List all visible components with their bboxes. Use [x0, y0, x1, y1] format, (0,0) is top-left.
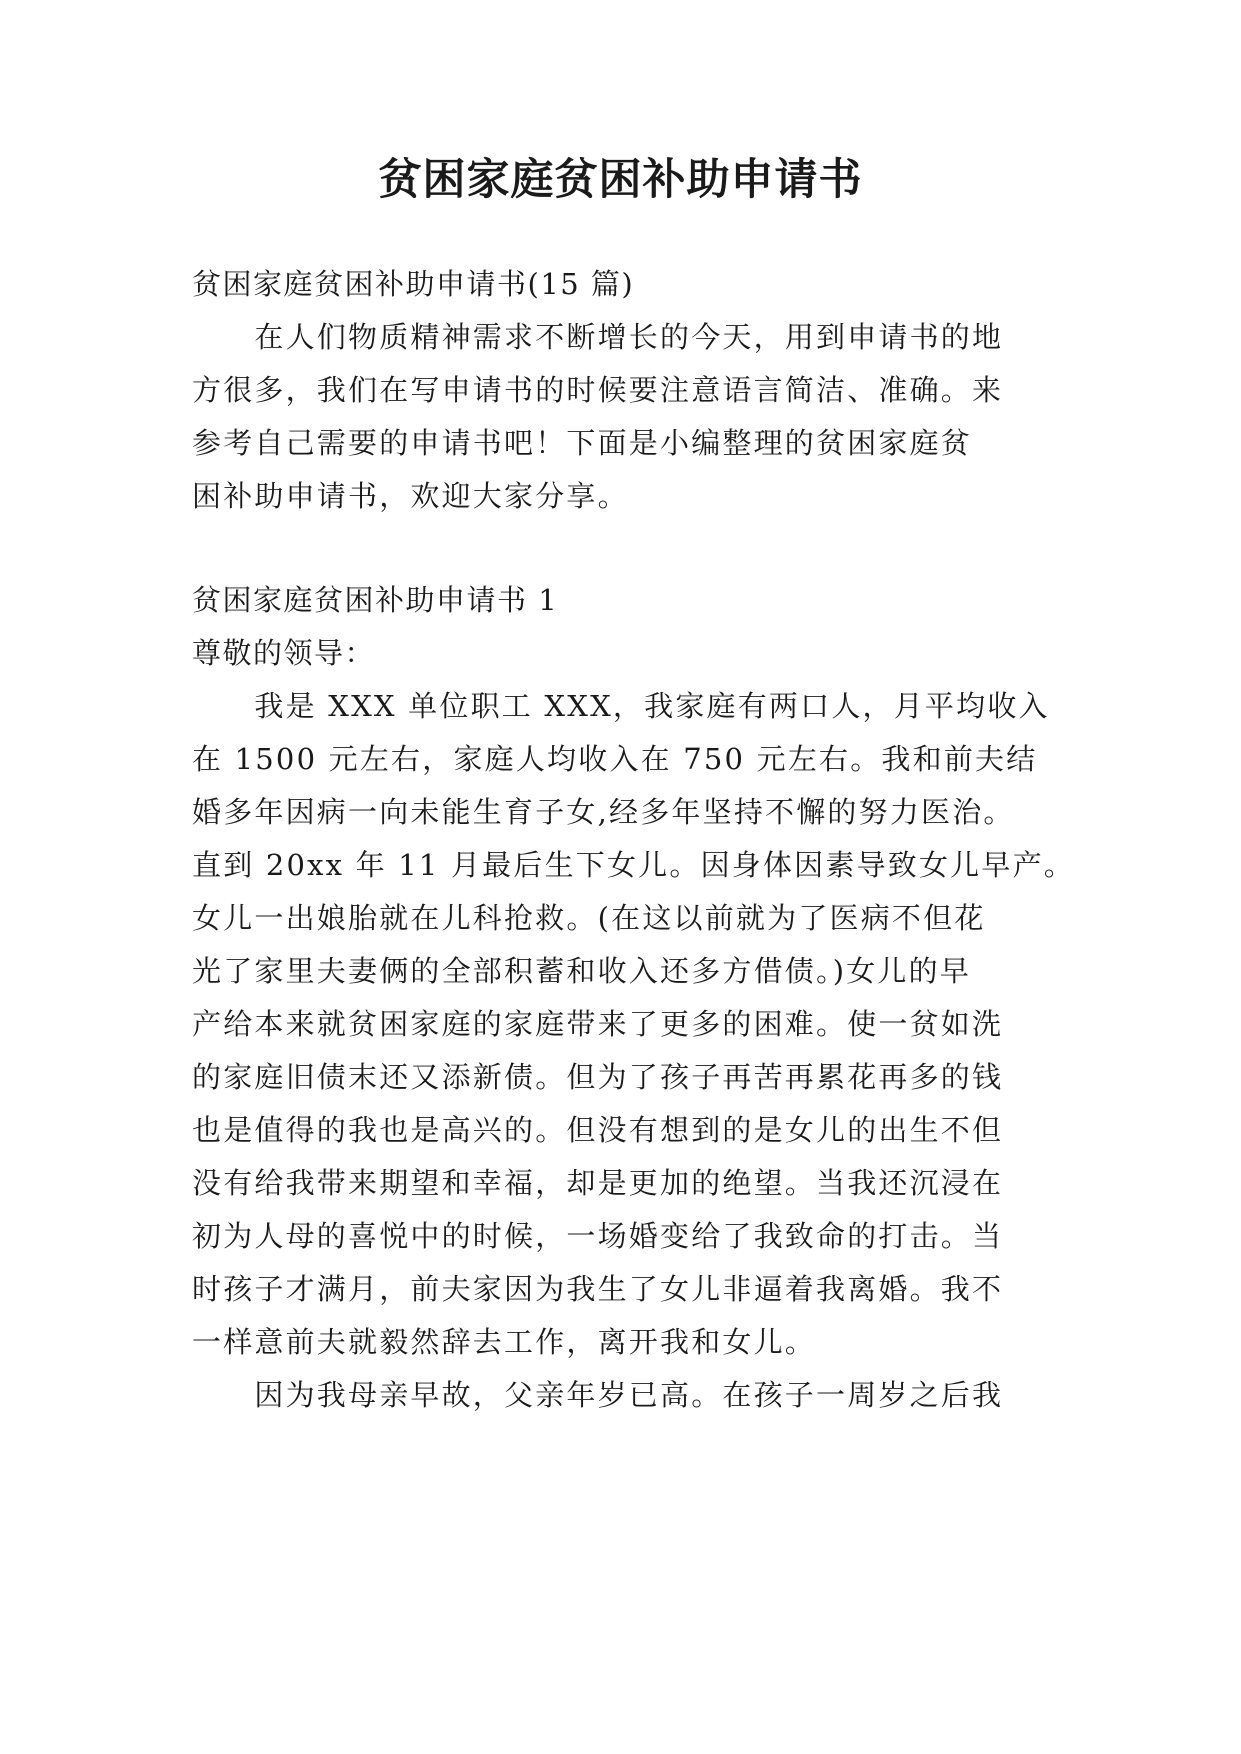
body-line-4: 直到 20xx 年 11 月最后生下女儿。因身体因素导致女儿早产。 [192, 848, 1075, 882]
intro-line-3: 参考自己需要的申请书吧！下面是小编整理的贫困家庭贫 [192, 426, 973, 460]
body-line-9: 也是值得的我也是高兴的。但没有想到的是女儿的出生不但 [192, 1113, 1004, 1147]
body-line-2: 在 1500 元左右，家庭人均收入在 750 元左右。我和前夫结 [192, 742, 1038, 776]
body-line-7: 产给本来就贫困家庭的家庭带来了更多的困难。使一贫如洗 [192, 1007, 1004, 1041]
body-line-12: 时孩子才满月，前夫家因为我生了女儿非逼着我离婚。我不 [192, 1272, 1004, 1306]
intro-line-4: 困补助申请书，欢迎大家分享。 [192, 479, 629, 513]
body-line-14: 因为我母亲早故，父亲年岁已高。在孩子一周岁之后我 [192, 1378, 1004, 1412]
intro-line-1: 在人们物质精神需求不断增长的今天，用到申请书的地 [192, 320, 1004, 354]
section-heading: 贫困家庭贫困补助申请书 1 [192, 583, 559, 617]
body-line-6: 光了家里夫妻俩的全部积蓄和收入还多方借债。)女儿的早 [192, 954, 972, 988]
body-line-8: 的家庭旧债末还又添新债。但为了孩子再苦再累花再多的钱 [192, 1060, 1004, 1094]
body-line-10: 没有给我带来期望和幸福，却是更加的绝望。当我还沉浸在 [192, 1166, 1004, 1200]
body-line-13: 一样意前夫就毅然辞去工作，离开我和女儿。 [192, 1325, 817, 1359]
document-title: 贫困家庭贫困补助申请书 [378, 155, 863, 205]
intro-line-2: 方很多，我们在写申请书的时候要注意语言简洁、准确。来 [192, 373, 1004, 407]
document-subtitle: 贫困家庭贫困补助申请书(15 篇) [192, 267, 635, 301]
body-line-5: 女儿一出娘胎就在儿科抢救。(在这以前就为了医病不但花 [192, 901, 986, 935]
body-line-1: 我是 XXX 单位职工 XXX，我家庭有两口人，月平均收入 [192, 689, 1050, 723]
body-line-3: 婚多年因病一向未能生育子女,经多年坚持不懈的努力医治。 [192, 795, 1015, 829]
salutation: 尊敬的领导： [192, 636, 376, 670]
body-line-11: 初为人母的喜悦中的时候，一场婚变给了我致命的打击。当 [192, 1219, 1004, 1253]
